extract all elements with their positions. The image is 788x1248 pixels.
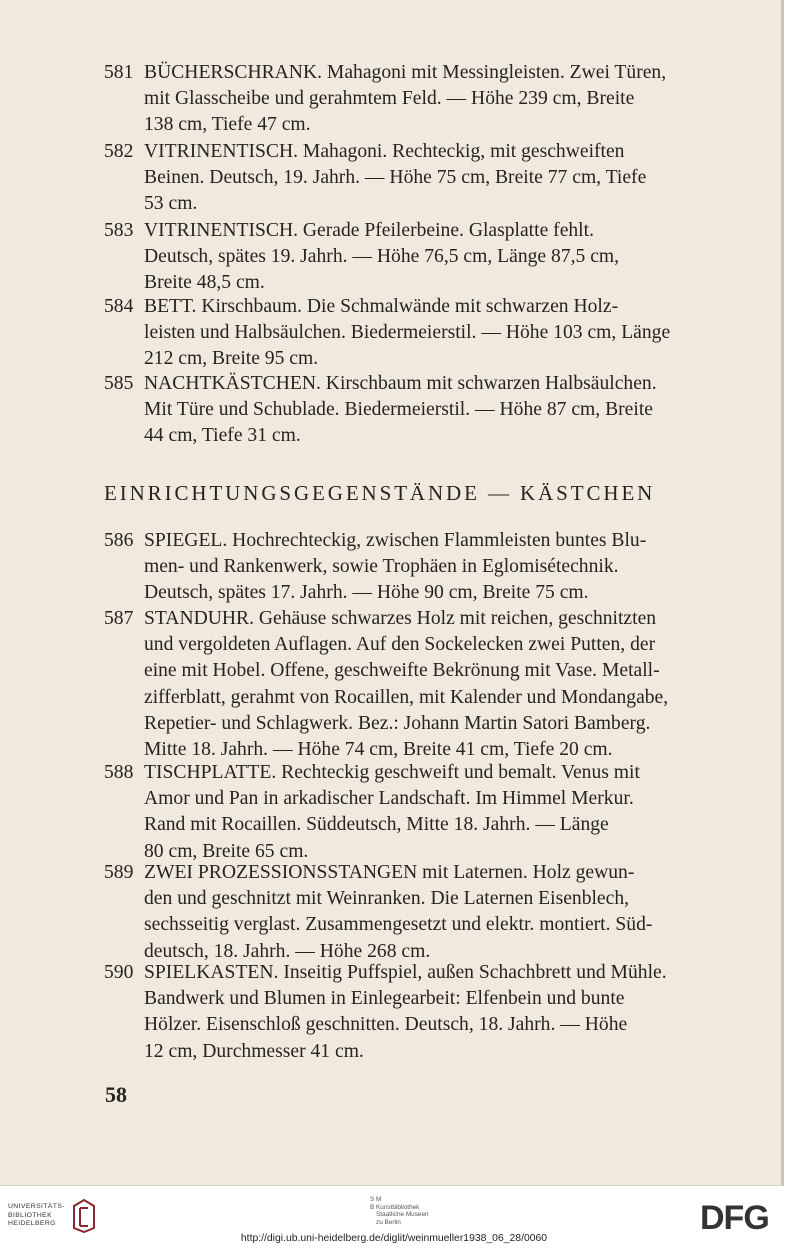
stamp-line: Staatliche Museen xyxy=(376,1211,429,1219)
entry-line: und vergoldeten Auflagen. Auf den Sockelecken zwei Putten, der xyxy=(144,634,656,656)
entry-line: 53 cm. xyxy=(144,193,198,215)
catalog-entry-584 xyxy=(104,294,716,373)
entry-line: eine mit Hobel. Offene, geschweifte Bekrönung mit Vase. Metall- xyxy=(144,660,660,682)
catalog-entry-582 xyxy=(104,139,716,218)
library-logo-line: BIBLIOTHEK xyxy=(8,1211,53,1219)
entry-number: 587 xyxy=(104,608,134,629)
entry-number: 584 xyxy=(104,296,134,317)
section-heading: EINRICHTUNGSGEGENSTÄNDE — KÄSTCHEN xyxy=(104,481,656,505)
catalog-entry-583 xyxy=(104,218,716,297)
catalog-entry-581 xyxy=(104,60,716,139)
entry-line: Mitte 18. Jahrh. — Höhe 74 cm, Breite 41 cm, Tiefe 20 cm. xyxy=(144,739,613,761)
entry-line: den und geschnitzt mit Weinranken. Die Laternen Eisenblech, xyxy=(144,888,630,910)
entry-text xyxy=(144,528,716,607)
entry-text xyxy=(144,218,716,297)
entry-number: 585 xyxy=(104,373,134,394)
entry-line: Breite 48,5 cm. xyxy=(144,272,265,294)
catalog-entry-588 xyxy=(104,760,716,865)
entry-text xyxy=(144,294,716,373)
entry-line: 12 cm, Durchmesser 41 cm. xyxy=(144,1040,364,1062)
entry-number: 583 xyxy=(104,220,134,241)
library-logo-line: HEIDELBERG xyxy=(8,1220,56,1228)
entry-number: 586 xyxy=(104,530,134,551)
page-number: 58 xyxy=(105,1082,127,1107)
catalog-entry-587 xyxy=(104,606,716,763)
entry-line: Beinen. Deutsch, 19. Jahrh. — Höhe 75 cm, Breite 77 cm, Tiefe xyxy=(144,167,647,189)
library-emblem-icon xyxy=(70,1198,98,1234)
entry-text xyxy=(144,371,716,450)
entry-line: Deutsch, spätes 17. Jahrh. — Höhe 90 cm, Breite 75 cm. xyxy=(144,582,589,604)
entry-text xyxy=(144,960,716,1065)
entry-number: 581 xyxy=(104,62,134,83)
entry-line: men- und Rankenwerk, sowie Trophäen in Eglomisétechnik. xyxy=(144,556,619,578)
stamp-line: S M xyxy=(370,1196,382,1203)
entry-line: 80 cm, Breite 65 cm. xyxy=(144,840,309,862)
entry-text xyxy=(144,139,716,218)
entry-line: Repetier- und Schlagwerk. Bez.: Johann Martin Satori Bamberg. xyxy=(144,712,651,734)
entry-line: sechsseitig verglast. Zusammengesetzt und elektr. montiert. Süd- xyxy=(144,914,653,936)
entry-number: 588 xyxy=(104,762,134,783)
entry-line: 212 cm, Breite 95 cm. xyxy=(144,348,319,370)
entry-line: BETT. Kirschbaum. Die Schmalwände mit schwarzen Holz- xyxy=(144,296,619,317)
entry-line: BÜCHERSCHRANK. Mahagoni mit Messingleisten. Zwei Türen, xyxy=(144,62,667,83)
catalog-entry-589 xyxy=(104,860,716,965)
entry-line: Bandwerk und Blumen in Einlegearbeit: Elfenbein und bunte xyxy=(144,988,625,1010)
catalog-entry-590 xyxy=(104,960,716,1065)
entry-line: VITRINENTISCH. Gerade Pfeilerbeine. Glasplatte fehlt. xyxy=(144,220,594,241)
entry-text xyxy=(144,860,716,965)
entry-text xyxy=(144,760,716,865)
entry-line: VITRINENTISCH. Mahagoni. Rechteckig, mit geschweiften xyxy=(144,141,625,162)
catalog-entry-586 xyxy=(104,528,716,607)
entry-line: 44 cm, Tiefe 31 cm. xyxy=(144,425,301,447)
entry-line: mit Glasscheibe und gerahmtem Feld. — Höhe 239 cm, Breite xyxy=(144,88,635,110)
entry-line: SPIELKASTEN. Inseitig Puffspiel, außen Schachbrett und Mühle. xyxy=(144,962,667,983)
entry-line: deutsch, 18. Jahrh. — Höhe 268 cm. xyxy=(144,940,431,962)
entry-line: Mit Türe und Schublade. Biedermeierstil. — Höhe 87 cm, Breite xyxy=(144,399,653,421)
entry-line: Rand mit Rocaillen. Süddeutsch, Mitte 18. Jahrh. — Länge xyxy=(144,814,609,836)
entry-line: 138 cm, Tiefe 47 cm. xyxy=(144,114,311,136)
entry-line: leisten und Halbsäulchen. Biedermeierstil. — Höhe 103 cm, Länge xyxy=(144,322,671,344)
library-stamp xyxy=(370,1196,500,1226)
entry-line: Hölzer. Eisenschloß geschnitten. Deutsch, 18. Jahrh. — Höhe xyxy=(144,1014,628,1036)
entry-number: 590 xyxy=(104,962,134,983)
library-logo-line: UNIVERSITÄTS- xyxy=(8,1203,65,1210)
entry-text xyxy=(144,60,716,139)
entry-text xyxy=(144,606,716,763)
entry-line: SPIEGEL. Hochrechteckig, zwischen Flammleisten buntes Blu- xyxy=(144,530,647,551)
stamp-line: zu Berlin xyxy=(376,1218,401,1226)
entry-line: Amor und Pan in arkadischer Landschaft. Im Himmel Merkur. xyxy=(144,788,634,810)
catalog-entry-585 xyxy=(104,371,716,450)
entry-number: 582 xyxy=(104,141,134,162)
entry-line: STANDUHR. Gehäuse schwarzes Holz mit reichen, geschnitzten xyxy=(144,608,657,629)
entry-line: zifferblatt, gerahmt von Rocaillen, mit Kalender und Mondangabe, xyxy=(144,686,669,708)
entry-line: Deutsch, spätes 19. Jahrh. — Höhe 76,5 cm, Länge 87,5 cm, xyxy=(144,246,620,268)
stamp-line: B Kunstbibliothek xyxy=(370,1203,420,1211)
entry-line: NACHTKÄSTCHEN. Kirschbaum mit schwarzen Halbsäulchen. xyxy=(144,373,657,394)
entry-line: TISCHPLATTE. Rechteckig geschweift und bemalt. Venus mit xyxy=(144,762,640,783)
entry-number: 589 xyxy=(104,862,134,883)
dfg-logo: DFG xyxy=(700,1199,769,1237)
entry-line: ZWEI PROZESSIONSSTANGEN mit Laternen. Holz gewun- xyxy=(144,862,635,883)
source-url[interactable]: http://digi.ub.uni-heidelberg.de/diglit/weinmueller1938_06_28/0060 xyxy=(240,1233,548,1244)
